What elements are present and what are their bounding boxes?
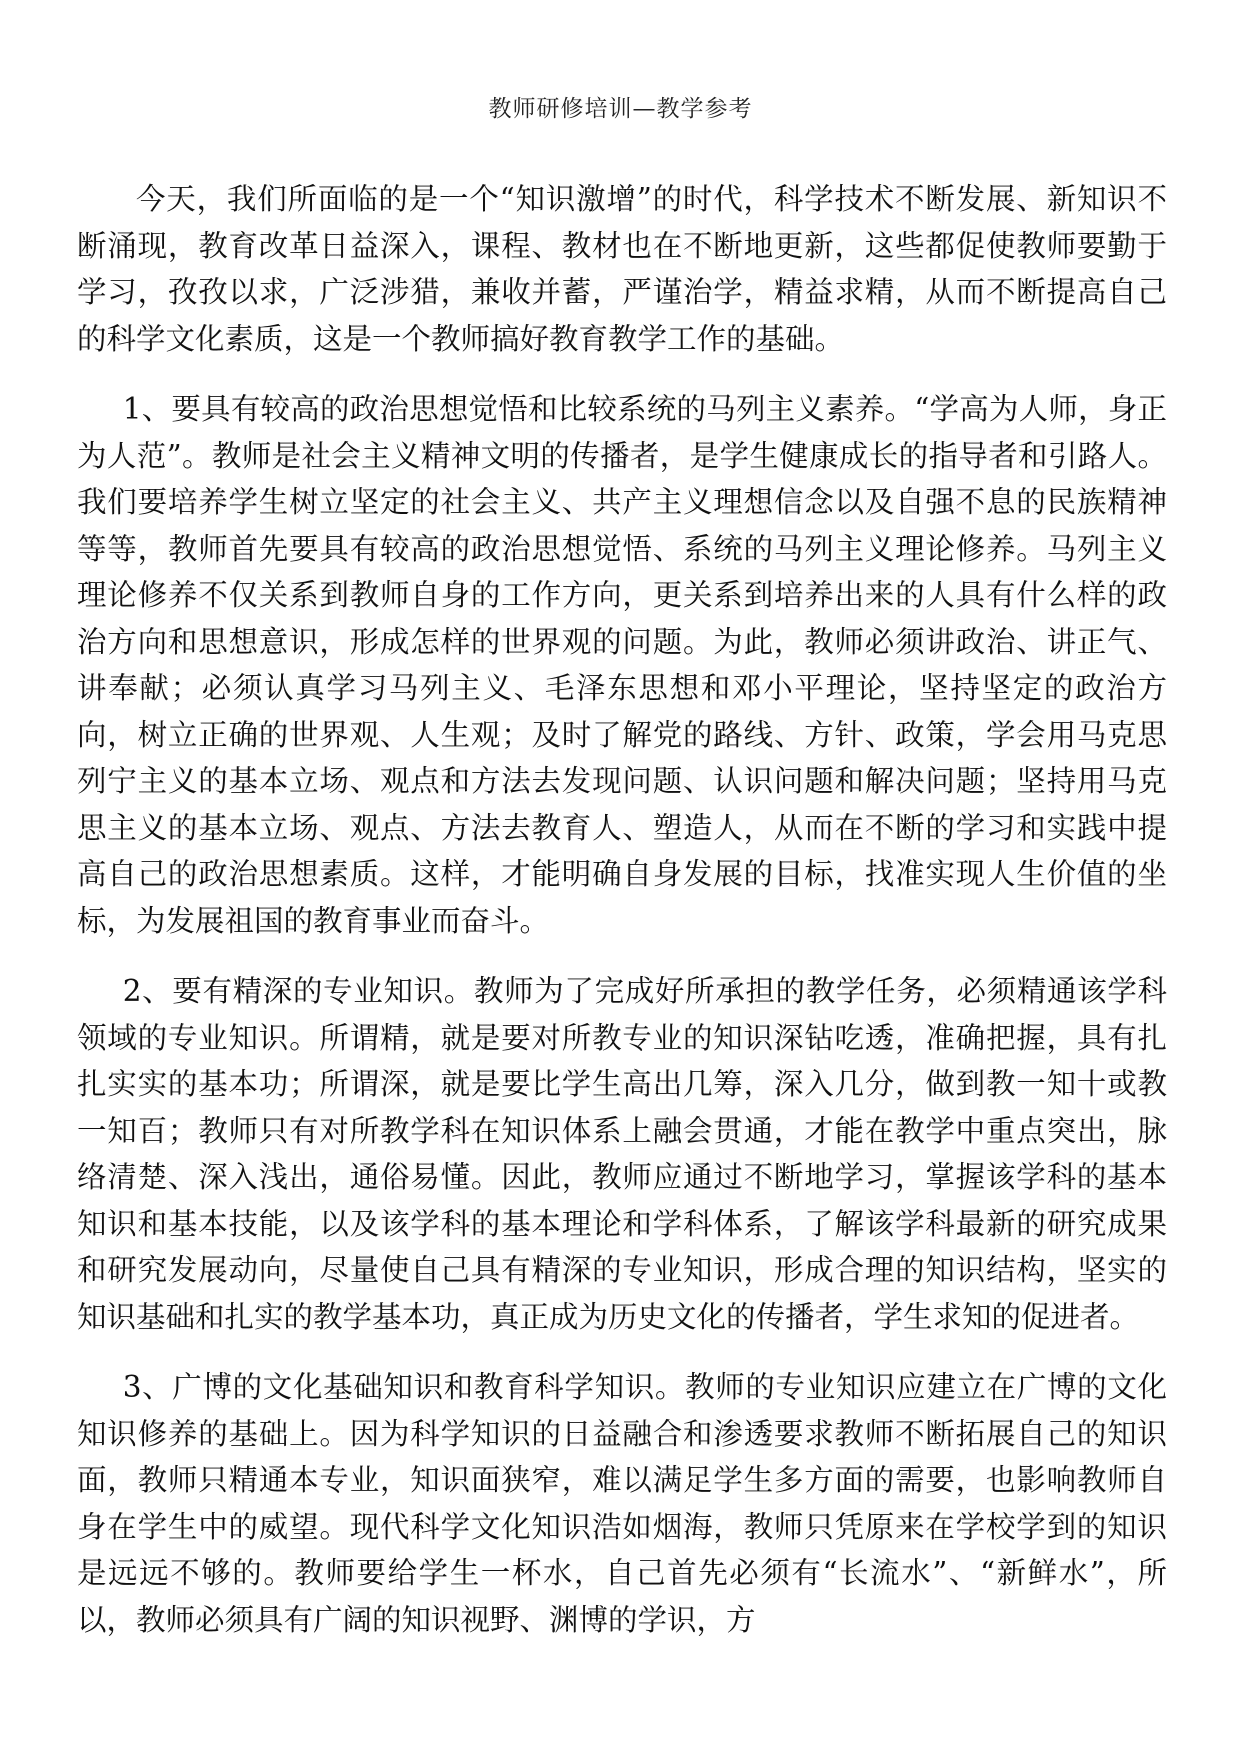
document-body bbox=[77, 176, 1167, 1667]
paragraph-point-3: 3、广博的文化基础知识和教育科学知识。教师的专业知识应建立在广博的文化知识修养的基础上。因为科学知识的日益融合和渗透要求教师不断拓展自己的知识面，教师只精通本专业，知识面狭窄，难以满足学生多方面的需要，也影响教师自身在学生中的威望。现代科学文化知识浩如烟海，教师只凭原来在学校学到的知识是远远不够的。教师要给学生一杯水，自己首先必须有“长流水”、“新鲜水”，所以，教师必须具有广阔的知识视野、渊博的学识，方 bbox=[77, 1370, 1167, 1637]
paragraph-point-2: 2、要有精深的专业知识。教师为了完成好所承担的教学任务，必须精通该学科领域的专业知识。所谓精，就是要对所教专业的知识深钻吃透，准确把握，具有扎扎实实的基本功；所谓深，就是要比学生高出几筹，深入几分，做到教一知十或教一知百；教师只有对所教学科在知识体系上融会贯通，才能在教学中重点突出，脉络清楚、深入浅出，通俗易懂。因此，教师应通过不断地学习，掌握该学科的基本知识和基本技能，以及该学科的基本理论和学科体系，了解该学科最新的研究成果和研究发展动向，尽量使自己具有精深的专业知识，形成合理的知识结构，坚实的知识基础和扎实的教学基本功，真正成为历史文化的传播者，学生求知的促进者。 bbox=[77, 974, 1167, 1334]
paragraph-point-1: 1、要具有较高的政治思想觉悟和比较系统的马列主义素养。“学高为人师，身正为人范”。教师是社会主义精神文明的传播者，是学生健康成长的指导者和引路人。我们要培养学生树立坚定的社会主义、共产主义理想信念以及自强不息的民族精神等等，教师首先要具有较高的政治思想觉悟、系统的马列主义理论修养。马列主义理论修养不仅关系到教师自身的工作方向，更关系到培养出来的人具有什么样的政治方向和思想意识，形成怎样的世界观的问题。为此，教师必须讲政治、讲正气、讲奉献；必须认真学习马列主义、毛泽东思想和邓小平理论，坚持坚定的政治方向，树立正确的世界观、人生观；及时了解党的路线、方针、政策，学会用马克思列宁主义的基本立场、观点和方法去发现问题、认识问题和解决问题；坚持用马克思主义的基本立场、观点、方法去教育人、塑造人，从而在不断的学习和实践中提高自己的政治思想素质。这样，才能明确自身发展的目标，找准实现人生价值的坐标，为发展祖国的教育事业而奋斗。 bbox=[77, 392, 1167, 938]
page-header-title: 教师研修培训—教学参考 bbox=[488, 96, 753, 122]
paragraph-intro: 今天，我们所面临的是一个“知识激增”的时代，科学技术不断发展、新知识不断涌现，教育改革日益深入，课程、教材也在不断地更新，这些都促使教师要勤于学习，孜孜以求，广泛涉猎，兼收并蓄，严谨治学，精益求精，从而不断提高自己的科学文化素质，这是一个教师搞好教育教学工作的基础。 bbox=[77, 182, 1167, 356]
